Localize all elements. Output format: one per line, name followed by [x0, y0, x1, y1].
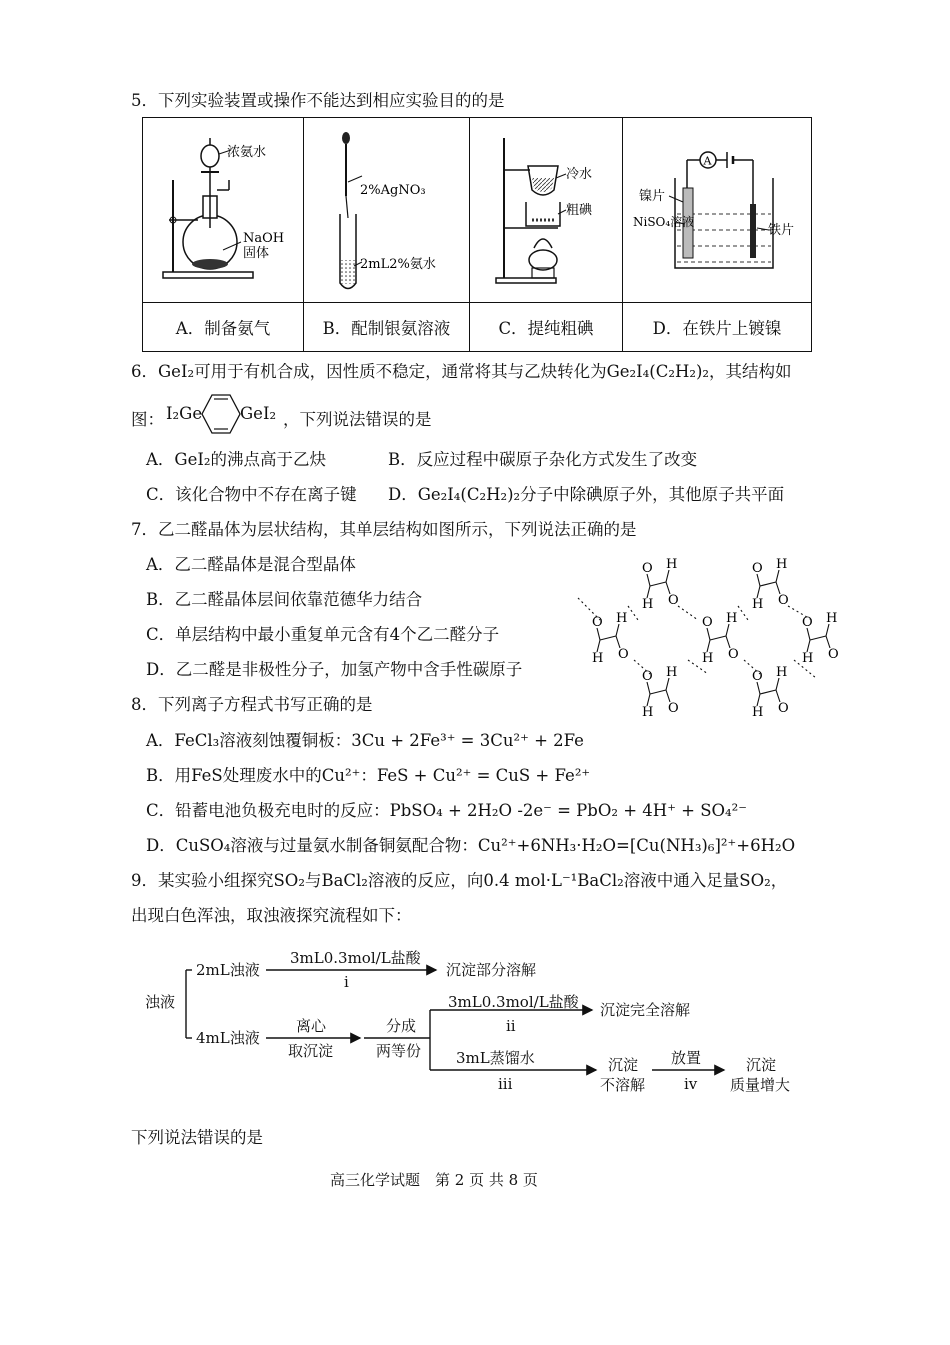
- q6-ring-right: GeI₂: [240, 404, 277, 423]
- flow-result-ii: 沉淀完全溶解: [600, 1001, 691, 1019]
- hydrogen-bond-1: [628, 606, 638, 620]
- atom-o-6: O: [752, 669, 763, 684]
- flow-start: 浊液: [145, 993, 176, 1011]
- q7-option-d: D．乙二醛是非极性分子，加氢产物中含手性碳原子: [146, 660, 523, 679]
- q5-stem: 5．下列实验装置或操作不能达到相应实验目的的是: [131, 91, 505, 110]
- atom-o2-1: O: [778, 593, 789, 608]
- label-nickel-sheet: 镍片: [639, 189, 666, 204]
- cc-bond-6: [760, 690, 776, 694]
- q6-option-a: A．GeI₂的沸点高于乙炔: [146, 450, 326, 469]
- flow-result-iii-top: 沉淀: [608, 1056, 639, 1074]
- flow-result-iii-bottom: 不溶解: [600, 1076, 646, 1094]
- atom-o2-2: O: [618, 647, 629, 662]
- q7-stem: 7．乙二醛晶体为层状结构，其单层结构如图所示，下列说法正确的是: [131, 520, 637, 539]
- q8-option-c: C．铅蓄电池负极充电时的反应：PbSO₄ + 2H₂O -2e⁻ = PbO₂ + 4H⁺ + SO₄²⁻: [146, 801, 747, 820]
- apparatus-c-cell: [470, 118, 623, 303]
- iodine-sublimation-drawing: [470, 118, 622, 303]
- caption-a: A．制备氨气: [175, 319, 271, 338]
- apparatus-b-cell: [304, 118, 470, 303]
- nickel-plating-drawing: [623, 118, 816, 303]
- atom-h2-0: H: [642, 597, 654, 612]
- caption-c: C．提纯粗碘: [498, 319, 594, 338]
- cc-bond-5: [650, 690, 666, 694]
- atom-h2-6: H: [752, 705, 764, 720]
- atom-h2-5: H: [642, 705, 654, 720]
- atom-h-1: H: [776, 557, 788, 572]
- flow-split-top: 分成: [386, 1017, 417, 1035]
- apparatus-d-cell: [623, 118, 812, 303]
- ammonia-apparatus-drawing: [143, 118, 303, 303]
- caption-b: B．配制银氨溶液: [322, 319, 451, 338]
- page-footer: 高三化学试题 第 2 页 共 8 页: [330, 1171, 538, 1189]
- q6-option-c: C．该化合物中不存在离子键: [146, 485, 357, 504]
- cc-bond-2: [600, 636, 616, 640]
- q9-stem-line1: 9．某实验小组探究SO₂与BaCl₂溶液的反应，向0.4 mol·L⁻¹BaCl₂溶液中通入足量SO₂，: [131, 871, 788, 890]
- label-solid: 固体: [243, 246, 270, 261]
- q6-option-b: B．反应过程中碳原子杂化方式发生了改变: [388, 450, 698, 469]
- atom-o-0: O: [642, 561, 653, 576]
- q5-apparatus-table: [142, 117, 812, 352]
- q9-stem-line2: 出现白色浑浊，取浊液探究流程如下：: [131, 906, 412, 925]
- q7-option-c: C．单层结构中最小重复单元含有4个乙二醛分子: [146, 625, 500, 644]
- q6-ring-structure: [196, 389, 246, 439]
- atom-h-6: H: [776, 665, 788, 680]
- caption-b-cell: [304, 303, 470, 352]
- atom-o-4: O: [802, 615, 813, 630]
- flow-step-iv-label: iv: [684, 1075, 698, 1093]
- caption-c-cell: [470, 303, 623, 352]
- flow-step-iii-reagent: 3mL蒸馏水: [456, 1049, 535, 1067]
- atom-h2-1: H: [752, 597, 764, 612]
- label-cold-water: 冷水: [566, 167, 593, 182]
- caption-d: D．在铁片上镀镍: [652, 319, 782, 338]
- q8-option-b: B．用FeS处理废水中的Cu²⁺：FeS + Cu²⁺ = CuS + Fe²⁺: [146, 766, 591, 785]
- flow-result-i: 沉淀部分溶解: [446, 961, 537, 979]
- q6-stem-suffix: ，下列说法错误的是: [283, 410, 432, 429]
- atom-h-2: H: [616, 611, 628, 626]
- flow-branch2: 4mL浊液: [196, 1029, 260, 1047]
- ammeter-letter: A: [703, 154, 712, 168]
- hydrogen-bond-2: [678, 606, 698, 620]
- label-agno3: 2%AgNO₃: [360, 183, 426, 198]
- atom-o-2: O: [592, 615, 603, 630]
- cc-bond-0: [650, 582, 666, 586]
- cc-bond-1: [760, 582, 776, 586]
- atom-o-5: O: [642, 669, 653, 684]
- flow-step-ii-reagent: 3mL0.3mol/L盐酸: [448, 993, 579, 1011]
- cc-bond-3: [710, 636, 726, 640]
- atom-o2-6: O: [778, 701, 789, 716]
- flow-step-ii-label: ii: [506, 1017, 516, 1035]
- label-conc-ammonia: 浓氨水: [227, 145, 267, 160]
- silver-ammonia-drawing: [304, 118, 469, 303]
- hydrogen-bond-3: [738, 606, 748, 620]
- flow-step-iii-label: iii: [498, 1075, 513, 1093]
- flow-step-i-label: i: [344, 973, 349, 991]
- atom-h-5: H: [666, 665, 678, 680]
- atom-h-3: H: [726, 611, 738, 626]
- glyoxal-layer-structure: [568, 557, 839, 723]
- flow-branch1: 2mL浊液: [196, 961, 260, 979]
- apparatus-a-cell: [143, 118, 304, 303]
- atom-h-4: H: [826, 611, 838, 626]
- q6-stem-prefix: 图：: [131, 410, 164, 429]
- cc-bond-4: [810, 636, 826, 640]
- q9-followup: 下列说法错误的是: [131, 1128, 263, 1147]
- q8-option-d: D．CuSO₄溶液与过量氨水制备铜氨配合物：Cu²⁺+6NH₃·H₂O=[Cu(NH₃)₆]²⁺+6H₂O: [146, 836, 796, 855]
- q8-option-a: A．FeCl₃溶液刻蚀覆铜板：3Cu + 2Fe³⁺ = 3Cu²⁺ + 2Fe: [146, 731, 584, 750]
- caption-a-cell: [143, 303, 304, 352]
- atom-o2-5: O: [668, 701, 679, 716]
- flow-centrifuge-bottom: 取沉淀: [288, 1042, 334, 1060]
- flow-result-iv-top: 沉淀: [746, 1056, 777, 1074]
- label-iron-sheet: 铁片: [768, 223, 795, 238]
- q6-ring-left: I₂Ge: [166, 404, 203, 423]
- caption-d-cell: [623, 303, 812, 352]
- atom-h2-4: H: [802, 651, 814, 666]
- q7-option-a: A．乙二醛晶体是混合型晶体: [146, 555, 356, 574]
- label-ammonia-water: 2mL2%氨水: [360, 257, 436, 272]
- q8-stem: 8．下列离子方程式书写正确的是: [131, 695, 373, 714]
- atom-o-1: O: [752, 561, 763, 576]
- q7-option-b: B．乙二醛晶体层间依靠范德华力结合: [146, 590, 423, 609]
- atom-h2-3: H: [702, 651, 714, 666]
- flow-step-iv-reagent: 放置: [671, 1049, 702, 1067]
- hydrogen-bond-0: [578, 598, 600, 620]
- atom-h2-2: H: [592, 651, 604, 666]
- label-naoh: NaOH: [243, 231, 285, 246]
- atom-h-0: H: [666, 557, 678, 572]
- flow-step-i-reagent: 3mL0.3mol/L盐酸: [290, 949, 421, 967]
- atom-o2-3: O: [728, 647, 739, 662]
- atom-o2-4: O: [828, 647, 839, 662]
- atom-o-3: O: [702, 615, 713, 630]
- flow-centrifuge-top: 离心: [296, 1017, 327, 1035]
- label-crude-iodine: 粗碘: [566, 203, 593, 218]
- q6-option-d: D．Ge₂I₄(C₂H₂)₂分子中除碘原子外，其他原子共平面: [388, 485, 785, 504]
- label-niso4: NiSO₄溶液: [633, 215, 695, 229]
- flow-result-iv-bottom: 质量增大: [730, 1076, 791, 1094]
- atom-o2-0: O: [668, 593, 679, 608]
- flow-split-bottom: 两等份: [376, 1042, 422, 1060]
- q6-stem-line1: 6．GeI₂可用于有机合成，因性质不稳定，通常将其与乙炔转化为Ge₂I₄(C₂H₂)₂，其结构如: [131, 362, 792, 381]
